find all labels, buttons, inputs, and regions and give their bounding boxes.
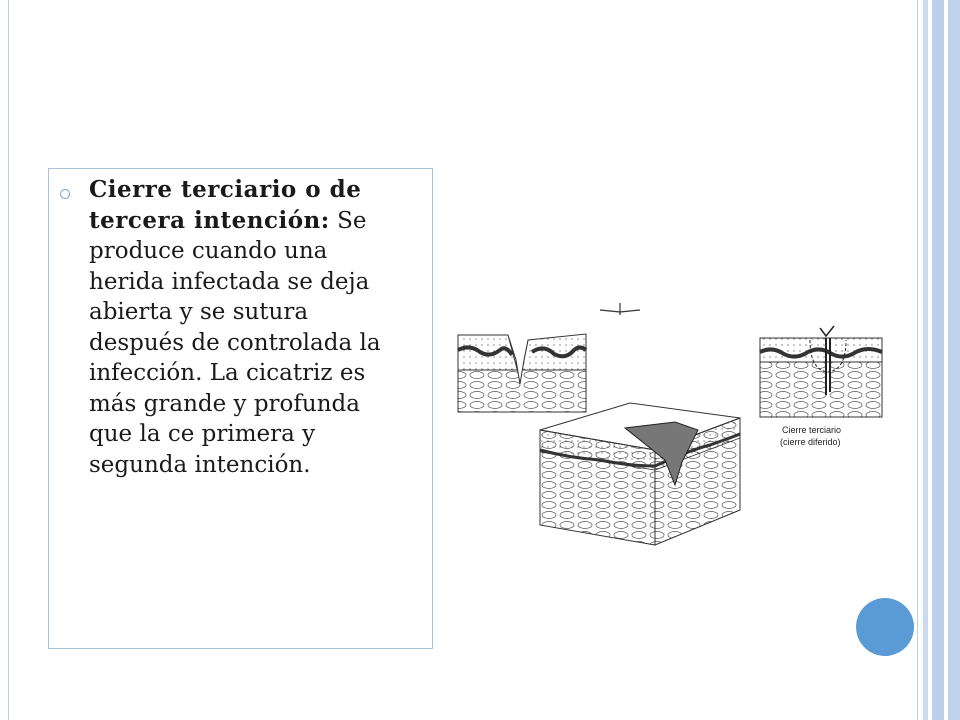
center-wound-block [540,403,740,545]
tertiary-closure-diagram [760,326,882,447]
wound-closure-illustration [450,300,890,560]
bullet-body: Se produce cuando una herida infectada se deja abierta y se sutura después de controlada la infección. La cicatriz es más grande y profunda que la ce primera y segunda intención. [89,207,381,478]
bullet-circle-icon [60,189,70,199]
text-placeholder[interactable] [48,168,433,649]
diagram-caption-line2: (cierre diferido) [780,437,841,447]
bullet-paragraph [89,175,389,480]
bullet-heading: Cierre terciario o de tercera intención: [89,176,362,234]
diagram-caption-line1: Cierre terciario [782,425,842,435]
decorative-side-stripes [918,0,960,720]
arrow-mark-icon [600,303,640,315]
decorative-circle [856,598,914,656]
open-wound-diagram [458,334,586,412]
